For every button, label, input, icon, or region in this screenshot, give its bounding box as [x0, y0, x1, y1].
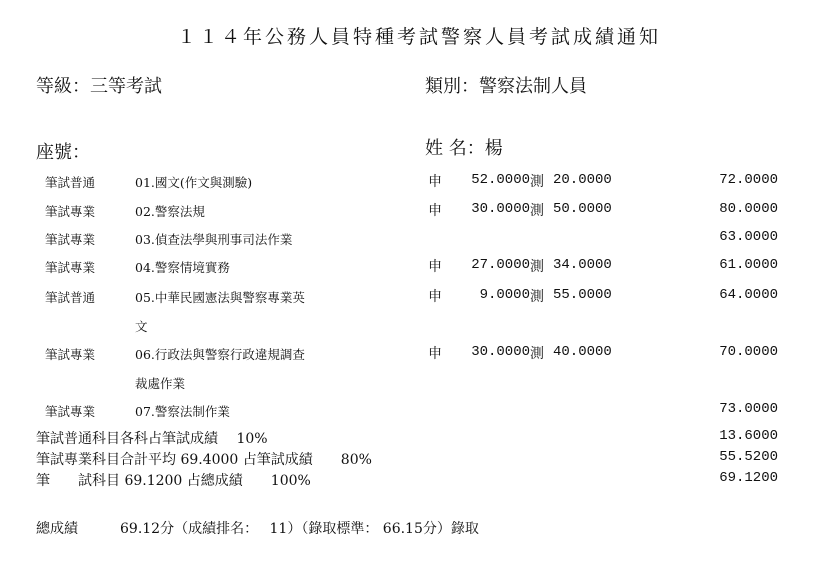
subject-type: 筆試專業 — [45, 260, 96, 275]
candidate-name: 姓 名：楊 — [425, 138, 503, 159]
exam-category: 類別：警察法制人員 — [425, 76, 587, 97]
subject-name-cont: 文 — [135, 319, 148, 334]
subject-name-cont: 裁處作業 — [135, 376, 186, 391]
subject-name: 03.偵查法學與刑事司法作業 — [135, 232, 293, 247]
essay-mark: 申 — [428, 259, 442, 275]
subject-type: 筆試普通 — [45, 175, 96, 190]
mc-mark: 測 — [530, 259, 544, 275]
summary-score: 69.1200 — [719, 470, 778, 486]
essay-mark: 申 — [428, 289, 442, 305]
mc-score: 20.0000 — [553, 172, 612, 188]
mc-mark: 測 — [530, 346, 544, 362]
essay-mark: 申 — [428, 174, 442, 190]
summary-score: 13.6000 — [719, 428, 778, 444]
summary-text: 筆 試科目 69.1200 占總成績 100% — [36, 473, 311, 489]
essay-score: 52.0000 — [471, 172, 530, 188]
mc-mark: 測 — [530, 203, 544, 219]
summary-score: 55.5200 — [719, 449, 778, 465]
essay-score: 27.0000 — [471, 257, 530, 273]
subject-score: 70.0000 — [719, 344, 778, 360]
exam-level: 等級：三等考試 — [36, 76, 162, 97]
subject-type: 筆試專業 — [45, 232, 96, 247]
mc-score: 40.0000 — [553, 344, 612, 360]
essay-score: 30.0000 — [471, 201, 530, 217]
mc-score: 50.0000 — [553, 201, 612, 217]
subject-score: 61.0000 — [719, 257, 778, 273]
essay-mark: 申 — [428, 203, 442, 219]
subject-name: 01.國文(作文與測驗) — [135, 175, 253, 190]
mc-score: 55.0000 — [553, 287, 612, 303]
subject-score: 80.0000 — [719, 201, 778, 217]
essay-score: 9.0000 — [479, 287, 530, 303]
essay-score: 30.0000 — [471, 344, 530, 360]
subject-name: 05.中華民國憲法與警察專業英 — [135, 290, 305, 305]
subject-name: 06.行政法與警察行政違規調查 — [135, 347, 305, 362]
total-score: 總成績 69.12分（成績排名： 11）（錄取標準： 66.15分）錄取 — [36, 521, 479, 537]
mc-mark: 測 — [530, 174, 544, 190]
subject-score: 72.0000 — [719, 172, 778, 188]
subject-type: 筆試專業 — [45, 204, 96, 219]
essay-mark: 申 — [428, 346, 442, 362]
mc-score: 34.0000 — [553, 257, 612, 273]
page-title: １１４年公務人員特種考試警察人員考試成績通知 — [176, 26, 661, 48]
summary-text: 筆試專業科目合計平均 69.4000 占筆試成績 80% — [36, 452, 372, 468]
mc-mark: 測 — [530, 289, 544, 305]
subject-type: 筆試專業 — [45, 404, 96, 419]
seat-number: 座號： — [36, 142, 90, 163]
subject-name: 04.警察情境實務 — [135, 260, 230, 275]
subject-name: 07.警察法制作業 — [135, 404, 230, 419]
subject-type: 筆試普通 — [45, 290, 96, 305]
summary-text: 筆試普通科目各科占筆試成績 10% — [36, 431, 268, 447]
subject-score: 73.0000 — [719, 401, 778, 417]
subject-score: 64.0000 — [719, 287, 778, 303]
subject-name: 02.警察法規 — [135, 204, 205, 219]
subject-type: 筆試專業 — [45, 347, 96, 362]
subject-score: 63.0000 — [719, 229, 778, 245]
